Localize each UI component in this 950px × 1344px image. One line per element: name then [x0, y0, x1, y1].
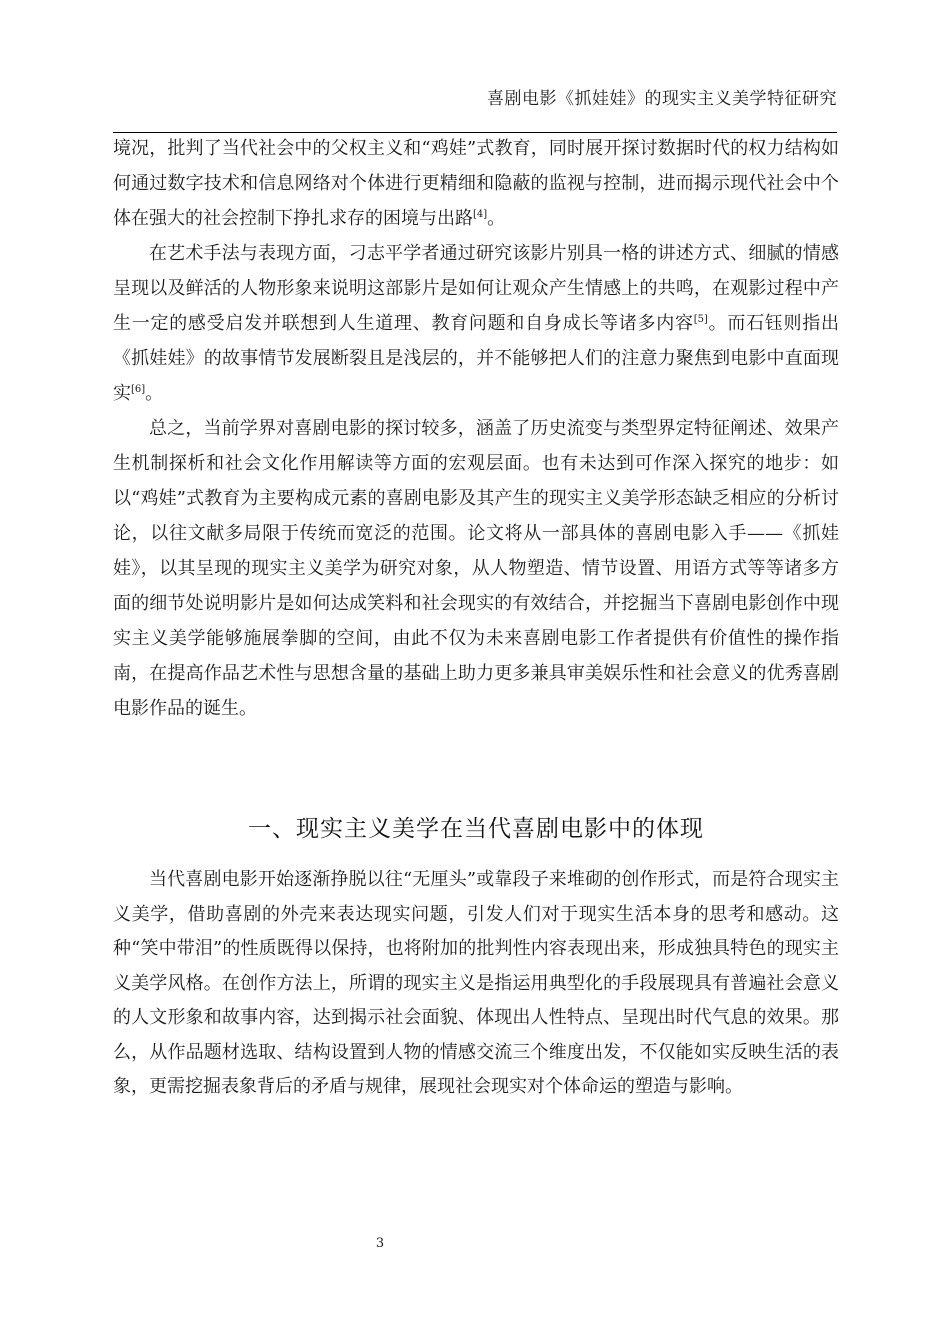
paragraph-2-tail: 。而石钰则指出《抓娃娃》的故事情节发展断裂且是浅层的，并不能够把人们的注意力聚焦到电影中直面现实: [113, 313, 840, 404]
body-text: [113, 131, 839, 726]
paragraph-1: [113, 131, 839, 236]
page-number: 3: [375, 1236, 385, 1251]
paragraph-3-text: 总之，当前学界对喜剧电影的探讨较多，涵盖了历史流变与类型界定特征阐述、效果产生机制探析和社会文化作用解读等方面的宏观层面。也有未达到可作深入探究的地步：如以“鸡娃”式教育为主要构成元素的喜剧电影及其产生的现实主义美学形态缺乏相应的分析讨论，以往文献多局限于传统而宽泛的范围。论文将从一部具体的喜剧电影入手——《抓娃娃》，以其呈现的现实主义美学为研究对象，从人物塑造、情节设置、用语方式等等诸多方面的细节处说明影片是如何达成笑料和社会现实的有效结合，并挖掘当下喜剧电影创作中现实主义美学能够施展拳脚的空间，由此不仅为未来喜剧电影工作者提供有价值性的操作指南，在提高作品艺术性与思想含量的基础上助力更多兼具审美娱乐性和社会意义的优秀喜剧电影作品的诞生。: [113, 418, 839, 719]
paragraph-1-text: 境况，批判了当代社会中的父权主义和“鸡娃”式教育，同时展开探讨数据时代的权力结构如何通过数字技术和信息网络对个体进行更精细和隐蔽的监视与控制，进而揭示现代社会中个体在强大的社会控制下挣扎求存的困境与出路: [113, 138, 839, 229]
section-body-text: [113, 863, 839, 1105]
section-heading: 一、现实主义美学在当代喜剧电影中的体现: [248, 816, 704, 842]
citation-6: [6]: [131, 384, 146, 395]
citation-5: [5]: [693, 314, 708, 325]
section-paragraph: 当代喜剧电影开始逐渐挣脱以往“无厘头”或靠段子来堆砌的创作形式，而是符合现实主义美学，借助喜剧的外壳来表达现实问题，引发人们对于现实生活本身的思考和感动。这种“笑中带泪”的性质既得以保持，也将附加的批判性内容表现出来，形成独具特色的现实主义美学风格。在创作方法上，所谓的现实主义是指运用典型化的手段展现具有普遍社会意义的人文形象和故事内容，达到揭示社会面貌、体现出人性特点、呈现出时代气息的效果。那么，从作品题材选取、结构设置到人物的情感交流三个维度出发，不仅能如实反映生活的表象，更需挖掘表象背后的矛盾与规律，展现社会现实对个体命运的塑造与影响。: [113, 869, 839, 1097]
running-header-title: 喜剧电影《抓娃娃》的现实主义美学特征研究: [487, 89, 837, 109]
paragraph-2: [113, 236, 839, 411]
paragraph-1-tail: 。: [487, 208, 506, 229]
paragraph-2-tail2: 。: [145, 383, 164, 404]
citation-4: [4]: [473, 209, 488, 220]
paragraph-3: [113, 411, 839, 726]
paragraph-2-text: 在艺术手法与表现方面，刁志平学者通过研究该影片别具一格的讲述方式、细腻的情感呈现以及鲜活的人物形象来说明这部影片是如何让观众产生情感上的共鸣，在观影过程中产生一定的感受启发并联想到人生道理、教育问题和自身成长等诸多内容: [113, 243, 839, 334]
